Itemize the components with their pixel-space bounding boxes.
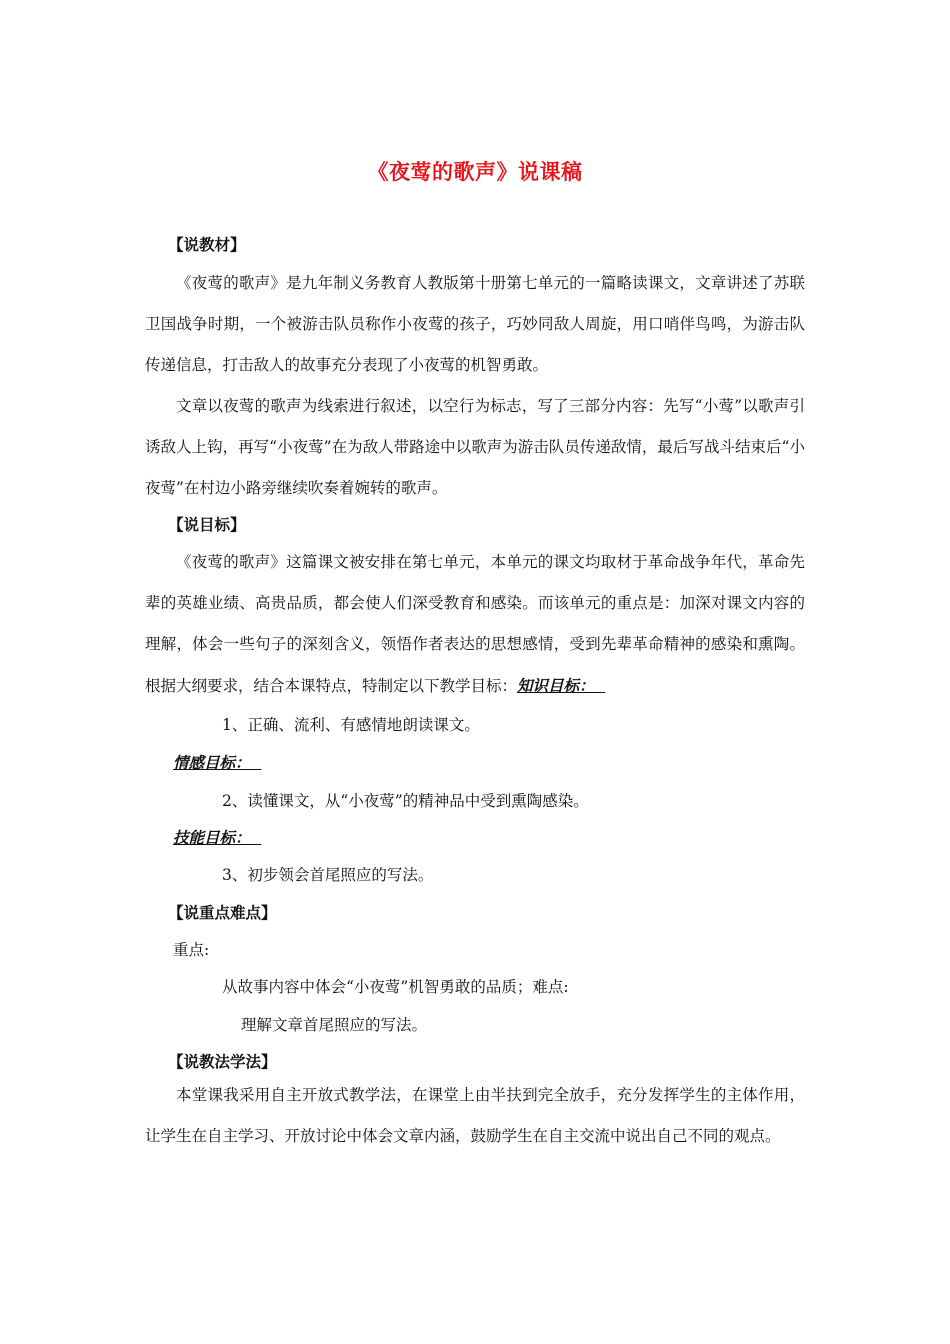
methods-paragraph: 本堂课我采用自主开放式教学法，在课堂上由半扶到完全放手，充分发挥学生的主体作用，让学生在自主学习、开放讨论中体会文章内涵，鼓励学生在自主交流中说出自己不同的观点。	[145, 1086, 805, 1145]
section-heading-goals: 【说目标】	[168, 515, 246, 534]
goals-paragraph	[145, 542, 805, 707]
section-heading-material: 【说教材】	[168, 235, 246, 254]
difficulty-text: 理解文章首尾照应的写法。	[241, 1016, 428, 1034]
goal-item-3: 3、初步领会首尾照应的写法。	[222, 866, 434, 884]
material-paragraph-1: 《夜莺的歌声》是九年制义务教育人教版第十册第七单元的一篇略读课文，文章讲述了苏联卫国战争时期，一个被游击队员称作小夜莺的孩子，巧妙同敌人周旋，用口哨伴鸟鸣，为游击队传递信息，打击敌人的故事充分表现了小夜莺的机智勇敢。	[145, 274, 805, 374]
goal-item-2: 2、读懂课文，从“小夜莺”的精神品中受到熏陶感染。	[222, 792, 589, 810]
material-paragraph-2: 文章以夜莺的歌声为线索进行叙述，以空行为标志，写了三部分内容：先写“小莺”以歌声引诱敌人上钩，再写“小夜莺”在为敌人带路途中以歌声为游击队员传递敌情，最后写战斗结束后“小夜莺”在村边小路旁继续吹奏着婉转的歌声。	[145, 397, 805, 497]
section-heading-methods: 【说教法学法】	[168, 1052, 277, 1071]
document-title: 《夜莺的歌声》说课稿	[367, 159, 583, 184]
section-heading-key-points: 【说重点难点】	[168, 903, 277, 922]
knowledge-goal-label: 知识目标：	[517, 676, 606, 695]
key-point-label: 重点:	[173, 941, 210, 959]
skill-goal-label: 技能目标：	[173, 828, 262, 847]
goals-paragraph-text: 《夜莺的歌声》这篇课文被安排在第七单元，本单元的课文均取材于革命战争年代，革命先辈的英雄业绩、高贵品质，都会使人们深受教育和感染。而该单元的重点是：加深对课文内容的理解，体会一些句子的深刻含义，领悟作者表达的思想感情，受到先辈革命精神的感染和熏陶。根据大纲要求，结合本课特点，特制定以下教学目标：	[145, 553, 805, 695]
emotion-goal-label: 情感目标：	[173, 753, 262, 772]
key-point-text: 从故事内容中体会“小夜莺”机智勇敢的品质；难点:	[222, 978, 569, 996]
goal-item-1: 1、正确、流利、有感情地朗读课文。	[222, 716, 480, 734]
